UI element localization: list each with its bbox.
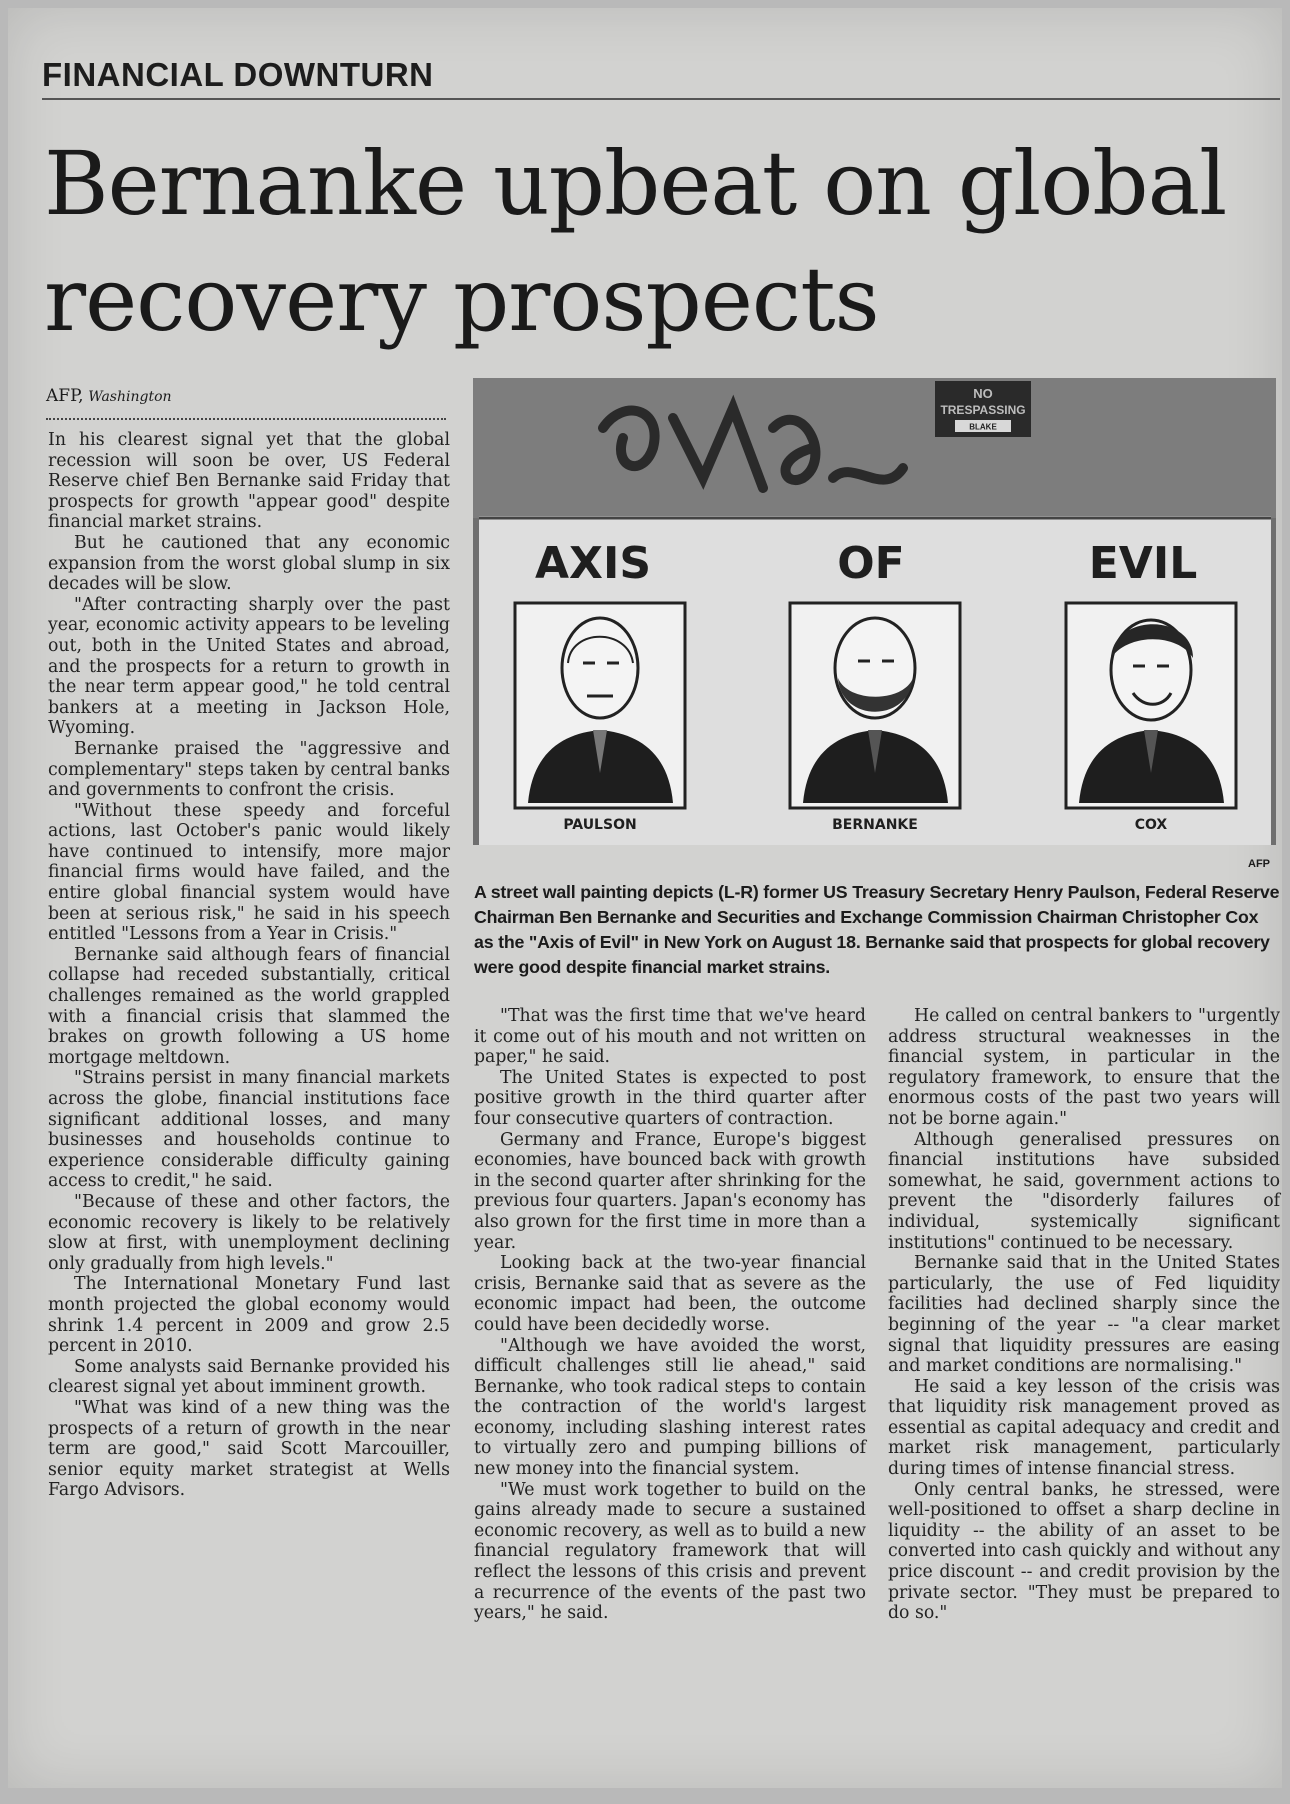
paragraph: Although generalised pressures on financial institutions have subsided somewhat, he said, government actions to prevent the "disorderly failures of individual, systemically significant institutions" continued to be necessary. xyxy=(888,1129,1280,1253)
paragraph: The International Monetary Fund last month projected the global economy would shrink 1.4 percent in 2009 and grow 2.5 percent in 2010. xyxy=(48,1274,450,1357)
paragraph: "We must work together to build on the gains already made to secure a sustained economic recovery, as well as to build a new financial regulatory framework that will reflect the lessons of this crisis and prevent a recurrence of the events of the past two years," he said. xyxy=(474,1479,866,1624)
banner-word-of: OF xyxy=(837,538,905,589)
paragraph: Looking back at the two-year financial crisis, Bernanke said that as severe as the economic impact had been, the outcome could have been decidedly worse. xyxy=(474,1253,866,1335)
paragraph: Bernanke said although fears of financial collapse had receded substantially, critical challenges remained as the world grappled with a financial crisis that slammed the brakes on growth following a US home mortgage meltdown. xyxy=(48,944,450,1068)
paragraph: Germany and France, Europe's biggest economies, have bounced back with growth in the second quarter after shrinking for the previous four quarters. Japan's economy has also grown for the first time in more than a year. xyxy=(474,1129,866,1253)
paragraph: Bernanke said that in the United States particularly, the use of Fed liquidity facilities had declined sharply since the beginning of the year -- "a clear market signal that liquidity pressures are easing and market conditions are normalising." xyxy=(888,1253,1280,1377)
paragraph: "Although we have avoided the worst, difficult challenges still lie ahead," said Bernanke, who took radical steps to contain the contraction of the world's largest economy, including slashing interest rates to virtually zero and pumping billions of new money into the financial system. xyxy=(474,1335,866,1480)
axis-of-evil-photo xyxy=(473,378,1276,845)
portrait-cox xyxy=(1066,603,1236,833)
byline-agency: AFP, xyxy=(46,386,84,406)
newspaper-page xyxy=(8,8,1282,1788)
article-column-3 xyxy=(888,1006,1280,1624)
sign-line1: NO xyxy=(973,386,993,401)
paragraph: "What was kind of a new thing was the prospects of a return of growth in the near term are good," said Scott Marcouiller, senior equity market strategist at Wells Fargo Advisors. xyxy=(48,1397,450,1501)
paragraph: "Because of these and other factors, the economic recovery is likely to be relatively slow at first, with unemployment declining only gradually from high levels." xyxy=(48,1191,450,1274)
portrait-name-cox: COX xyxy=(1134,817,1168,833)
paragraph: In his clearest signal yet that the global recession will soon be over, US Federal Reserve chief Ben Bernanke said Friday that prospects for growth "appear good" despite financial market strains. xyxy=(48,430,450,533)
paragraph: "That was the first time that we've heard it come out of his mouth and not written on paper," he said. xyxy=(474,1006,866,1068)
section-kicker: FINANCIAL DOWNTURN xyxy=(42,56,1280,100)
article-column-1 xyxy=(48,430,450,1501)
paragraph: He called on central bankers to "urgently address structural weaknesses in the financial system, in particular in the regulatory framework, to ensure that the enormous costs of the past two years will not be borne again." xyxy=(888,1006,1280,1129)
portrait-name-bernanke: BERNANKE xyxy=(832,817,918,833)
portrait-name-paulson: PAULSON xyxy=(563,817,637,833)
banner-word-evil: EVIL xyxy=(1088,538,1198,589)
paragraph: He said a key lesson of the crisis was that liquidity risk management proved as essential as capital adequacy and credit and market risk management, particularly during times of intense financial stress. xyxy=(888,1376,1280,1480)
sign-name: BLAKE xyxy=(969,422,997,432)
article-column-2 xyxy=(474,1006,866,1624)
byline-place: Washington xyxy=(88,389,172,405)
paragraph: "Without these speedy and forceful actions, last October's panic would likely have continued to intensify, more major financial firms would have failed, and the entire global financial system would have been at serious risk," he said in his speech entitled "Lessons from a Year in Crisis." xyxy=(48,800,450,945)
banner-word-axis: AXIS xyxy=(534,538,652,589)
paragraph: The United States is expected to post positive growth in the third quarter after four consecutive quarters of contraction. xyxy=(474,1067,866,1129)
photo-caption: A street wall painting depicts (L-R) former US Treasury Secretary Henry Paulson, Federal Reserve Chairman Ben Bernanke and Securities and Exchange Commission Chairman Christopher Cox as the "Axis of Evil" in New York on August 18. Bernanke said that prospects for global recovery were good despite financial market strains. xyxy=(474,882,1280,977)
paragraph: But he cautioned that any economic expansion from the worst global slump in six decades will be slow. xyxy=(48,532,450,595)
headline: Bernanke upbeat on global recovery prospects xyxy=(44,132,1227,351)
paragraph: "After contracting sharply over the past year, economic activity appears to be leveling out, both in the United States and abroad, and the prospects for a return to growth in the near term appear good," he told central bankers at a meeting in Jackson Hole, Wyoming. xyxy=(48,594,450,739)
paragraph: Some analysts said Bernanke provided his clearest signal yet about imminent growth. xyxy=(48,1356,450,1398)
sign-line2: TRESPASSING xyxy=(940,403,1026,417)
photo-credit: AFP xyxy=(1248,858,1270,870)
portrait-paulson xyxy=(515,603,685,833)
portrait-bernanke xyxy=(790,603,960,833)
paragraph: Bernanke praised the "aggressive and complementary" steps taken by central banks and governments to confront the crisis. xyxy=(48,738,450,801)
byline-divider xyxy=(46,418,446,420)
byline xyxy=(46,386,172,406)
paragraph: Only central banks, he stressed, were well-positioned to offset a sharp decline in liquidity -- the ability of an asset to be converted into cash quickly and without any price discount -- and credit provision by the private sector. "They must be prepared to do so." xyxy=(888,1479,1280,1624)
paragraph: "Strains persist in many financial markets across the globe, financial institutions face significant additional losses, and many businesses and households continue to experience considerable difficulty gaining access to credit," he said. xyxy=(48,1068,450,1192)
